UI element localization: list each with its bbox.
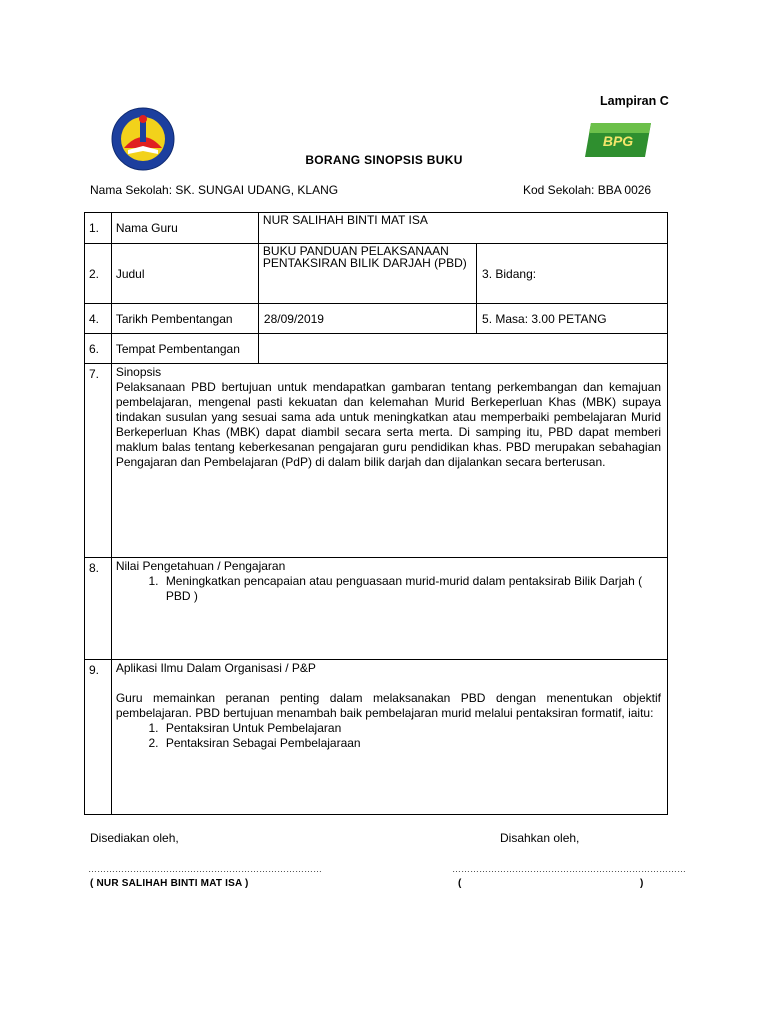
row-nama-guru [85, 213, 668, 244]
list-item: 2. Pentaksiran Sebagai Pembelajaraan [162, 736, 661, 751]
nilai-list [116, 574, 661, 604]
label-judul: Judul [111, 244, 258, 304]
bpg-logo-text: BPG [602, 133, 634, 149]
prepared-by-label: Disediakan oleh, [90, 831, 179, 845]
aplikasi-cell [111, 660, 667, 815]
nilai-heading: Nilai Pengetahuan / Pengajaran [115, 559, 286, 573]
row-number: 7. [85, 364, 112, 558]
row-number: 8. [85, 558, 112, 660]
nilai-cell [111, 558, 667, 660]
list-item: 1. Pentaksiran Untuk Pembelajaran [162, 721, 661, 736]
row-number: 9. [85, 660, 112, 815]
value-nama-guru: NUR SALIHAH BINTI MAT ISA [258, 213, 667, 244]
list-item: 1. Meningkatkan pencapaian atau penguasaan murid-murid dalam pentaksirab Bilik Darjah ( PBD ) [162, 574, 661, 604]
row-tarikh [85, 304, 668, 334]
prepared-by-name: ( NUR SALIHAH BINTI MAT ISA ) [90, 878, 249, 889]
form-title: BORANG SINOPSIS BUKU [305, 153, 463, 167]
label-bidang: 3. Bidang: [477, 244, 668, 304]
synopsis-form-table [84, 212, 668, 815]
value-judul: BUKU PANDUAN PELAKSANAAN PENTAKSIRAN BILIK DARJAH (PBD) [258, 244, 476, 304]
label-tarikh: Tarikh Pembentangan [111, 304, 258, 334]
lampiran-label: Lampiran C [600, 94, 669, 108]
row-judul [85, 244, 668, 304]
approved-close-paren: ) [640, 878, 644, 889]
sinopsis-text: Pelaksanaan PBD bertujuan untuk mendapatkan gambaran tentang perkembangan dan kemajuan pembelajaran, mengenal pasti kekuatan dan kelemahan Murid Berkeperluan Khas (MBK) supaya tindakan susulan yang sesuai sama ada untuk meningkatkan atau memperbaiki pembelajaran Murid Berkeperluan Khas (MBK) dapat diambil secara serta merta. Di samping itu, PBD dapat memberi maklum balas tentang keberkesanan pengajaran guru pendidikan khas. PBD merupakan sebahagian Pengajaran dan Pembelajaran (PdP) di dalam bilik darjah dan dijalankan secara berterusan. [115, 380, 661, 469]
sinopsis-heading: Sinopsis [115, 365, 162, 379]
approved-by-label: Disahkan oleh, [500, 831, 580, 845]
value-tempat [258, 334, 667, 364]
sinopsis-cell [111, 364, 667, 558]
row-number: 1. [85, 213, 112, 244]
school-name: Nama Sekolah: SK. SUNGAI UDANG, KLANG [90, 183, 339, 197]
row-number: 2. [85, 244, 112, 304]
prepared-signature-line: …………………………………………………………………… [88, 864, 322, 874]
row-number: 6. [85, 334, 112, 364]
value-tarikh: 28/09/2019 [258, 304, 476, 334]
label-tempat: Tempat Pembentangan [111, 334, 258, 364]
row-aplikasi [85, 660, 668, 815]
aplikasi-heading: Aplikasi Ilmu Dalam Organisasi / P&P [115, 661, 316, 675]
approved-signature-line: …………………………………………………………………… [452, 864, 686, 874]
label-nama-guru: Nama Guru [111, 213, 258, 244]
aplikasi-list [116, 721, 661, 751]
school-code: Kod Sekolah: BBA 0026 [523, 183, 652, 197]
row-number: 4. [85, 304, 112, 334]
aplikasi-text: Guru memainkan peranan penting dalam melaksanakan PBD dengan menentukan objektif pembelajaran. PBD bertujuan menambah baik pembelajaran murid melalui pentaksiran formatif, iaitu: [115, 691, 661, 720]
approved-open-paren: ( [458, 878, 462, 889]
row-nilai [85, 558, 668, 660]
label-masa: 5. Masa: 3.00 PETANG [477, 304, 668, 334]
row-sinopsis [85, 364, 668, 558]
row-tempat [85, 334, 668, 364]
